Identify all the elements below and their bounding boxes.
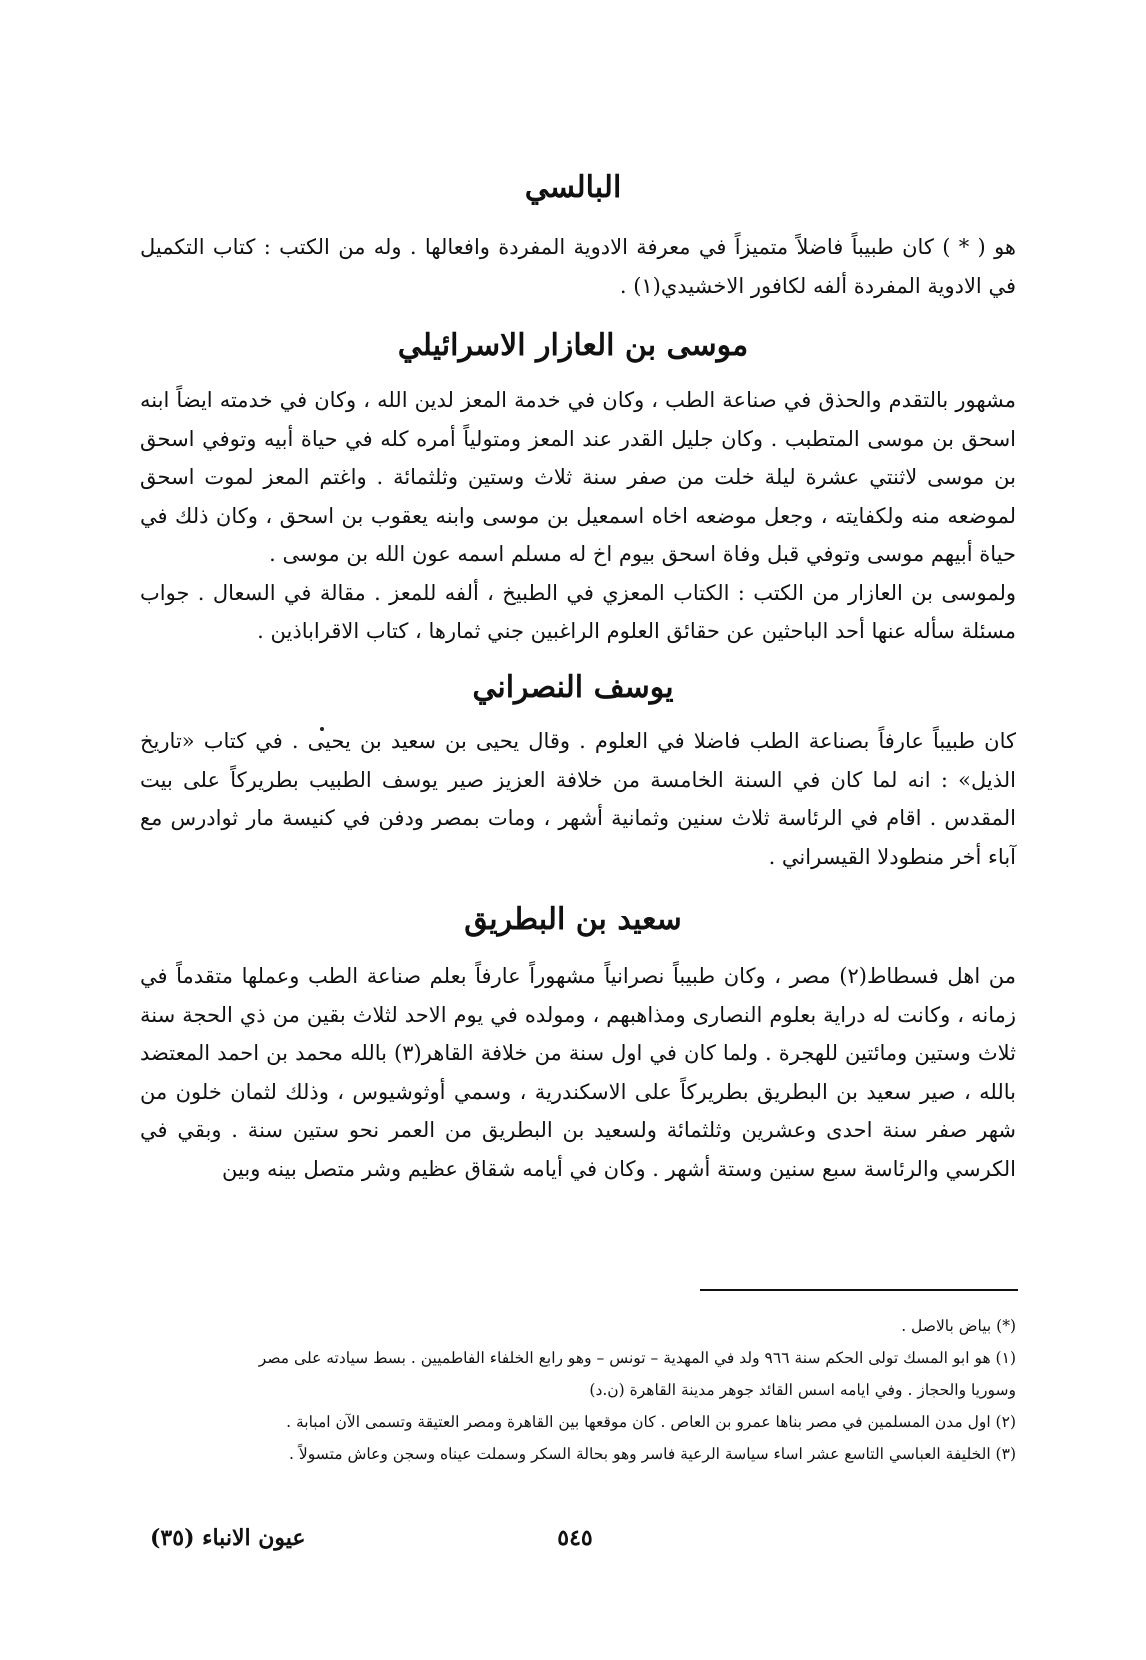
footnote: (٢) اول مدن المسلمين في مصر بناها عمرو بن العاص . كان موقعها بين القاهرة ومصر العتيقة وتسمى الآن امبابة . [286,1413,1016,1431]
footnote: وسوريا والحجاز . وفي ايامه اسس القائد جوهر مدينة القاهرة (ن.د) [589,1381,1016,1399]
footnote: (*) بياض بالاصل . [901,1317,1016,1335]
running-title: عيون الانباء (٣٥) [150,1525,306,1551]
section-body-musa [140,381,1016,651]
section-title-yusuf: يوسف النصراني [472,670,674,705]
footnotes [140,1310,1016,1470]
paragraph: كان طبيباً عارفاً بصناعة الطب فاضلا في العلوم . وقال يحيى بن سعيد بن يحيى . في كتاب «تاريخ الذيل» : انه لما كان في السنة الخامسة من خلافة العزيز صير يوسف الطبيب بطريركاً على بيت المقدس . اقام في الرئاسة ثلاث سنين وثمانية أشهر ، ومات بمصر ودفن في كنيسة مار ثوادرس مع آباء أخر منطودلا القيسراني . [140,729,1016,869]
footnote-divider [700,1289,1018,1291]
paragraph: من اهل فسطاط(٢) مصر ، وكان طبيباً نصرانياً مشهوراً عارفاً بعلم صناعة الطب وعملها متقدماً في زمانه ، وكانت له دراية بعلوم النصارى ومذاهبهم ، ومولده في يوم الاحد لثلاث بقين من ذي الحجة سنة ثلاث وستين ومائتين للهجرة . ولما كان في اول سنة من خلافة القاهر(٣) بالله محمد بن احمد المعتضد بالله ، صير سعيد بن البطريق بطريركاً على الاسكندرية ، وسمي أوثوشيوس ، وذلك لثمان خلون من شهر صفر سنة احدى وعشرين وثلثمائة ولسعيد بن البطريق من العمر نحو ستين سنة . وبقي في الكرسي والرئاسة سبع سنين وستة أشهر . وكان في أيامه شقاق عظيم وشر متصل بينه وبين [140,964,1016,1181]
section-title-balisi: البالسي [524,170,622,205]
paragraph: هو ( * ) كان طبيباً فاضلاً متميزاً في معرفة الادوية المفردة وافعالها . وله من الكتب : كتاب التكميل في الادوية المفردة ألفه لكافور الاخشيدي(١) . [140,235,1016,298]
paragraph: ولموسى بن العازار من الكتب : الكتاب المعزي في الطبيخ ، ألفه للمعز . مقالة في السعال . جواب مسئلة سأله عنها أحد الباحثين عن حقائق العلوم الراغبين جني ثمارها ، كتاب الاقراباذين . [140,580,1016,643]
footnote: (١) هو ابو المسك تولى الحكم سنة ٩٦٦ ولد في المهدية – تونس – وهو رابع الخلفاء الفاطميين . بسط سيادته على مصر [258,1349,1016,1367]
section-title-musa: موسى بن العازار الاسرائيلي [397,328,749,363]
footnote: (٣) الخليفة العباسي التاسع عشر اساء سياسة الرعية فاسر وهو بحالة السكر وسملت عيناه وسجن وعاش متسولاً . [289,1445,1016,1463]
section-body-said [140,957,1016,1188]
page-number: ٥٤٥ [557,1525,593,1551]
paragraph: مشهور بالتقدم والحذق في صناعة الطب ، وكان في خدمة المعز لدين الله ، وكان في خدمته ايضاً ابنه اسحق بن موسى المتطبب . وكان جليل القدر عند المعز ومتولياً أمره كله في حياة أبيه وتوفي اسحق بن موسى لاثنتي عشرة ليلة خلت من صفر سنة ثلاث وستين وثلثمائة . واغتم المعز لموت اسحق لموضعه منه ولكفايته ، وجعل موضعه اخاه اسمعيل بن موسى وابنه يعقوب بن اسحق ، وكان ذلك في حياة أبيهم موسى وتوفي قبل وفاة اسحق بيوم اخ له مسلم اسمه عون الله بن موسى . [140,388,1016,566]
section-body-balisi [140,228,1016,305]
section-title-said: سعيد بن البطريق [464,902,682,937]
section-body-yusuf [140,722,1016,876]
